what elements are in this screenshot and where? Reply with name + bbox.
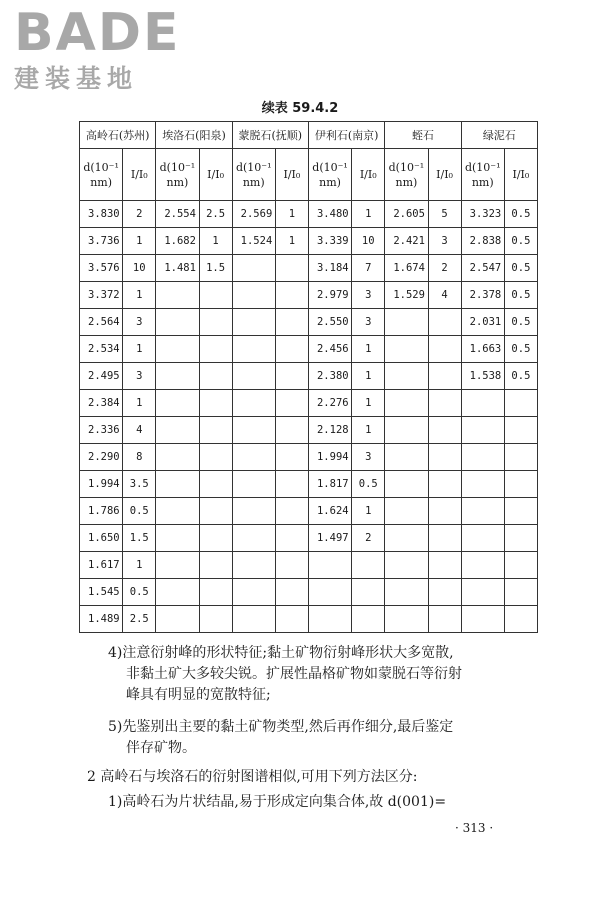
table-row	[80, 525, 538, 552]
intensity-cell	[275, 552, 308, 579]
d-spacing-header: d(10⁻¹ nm)	[156, 149, 199, 201]
d-spacing-cell	[232, 606, 275, 633]
section-2-heading: 2 高岭石与埃洛石的衍射图谱相似,可用下列方法区分:	[87, 769, 418, 785]
d-spacing-cell	[385, 363, 428, 390]
d-spacing-cell: 2.569	[232, 201, 275, 228]
d-spacing-cell: 2.336	[80, 417, 123, 444]
d-spacing-cell: 3.323	[461, 201, 504, 228]
d-spacing-cell	[232, 444, 275, 471]
intensity-cell: 3	[352, 444, 385, 471]
d-spacing-cell: 3.830	[80, 201, 123, 228]
intensity-cell: 1	[352, 363, 385, 390]
intensity-cell	[199, 579, 232, 606]
intensity-cell: 0.5	[504, 201, 537, 228]
d-spacing-cell	[461, 525, 504, 552]
d-spacing-cell: 3.480	[308, 201, 351, 228]
intensity-cell: 2.5	[199, 201, 232, 228]
intensity-cell	[504, 525, 537, 552]
d-spacing-header: d(10⁻¹ nm)	[385, 149, 428, 201]
intensity-cell	[199, 390, 232, 417]
d-spacing-cell: 2.031	[461, 309, 504, 336]
d-spacing-cell	[461, 390, 504, 417]
intensity-cell	[199, 606, 232, 633]
intensity-cell	[275, 471, 308, 498]
d-spacing-cell	[385, 606, 428, 633]
intensity-cell	[199, 417, 232, 444]
intensity-cell: 3.5	[123, 471, 156, 498]
intensity-cell	[504, 417, 537, 444]
d-spacing-cell	[156, 417, 199, 444]
d-spacing-cell	[385, 579, 428, 606]
intensity-cell	[504, 552, 537, 579]
d-spacing-cell: 1.674	[385, 255, 428, 282]
intensity-cell: 2	[428, 255, 461, 282]
d-spacing-cell	[461, 471, 504, 498]
intensity-cell	[352, 552, 385, 579]
diffraction-table	[79, 121, 538, 633]
intensity-cell	[275, 498, 308, 525]
d-spacing-header: d(10⁻¹ nm)	[232, 149, 275, 201]
mineral-header: 埃洛石(阳泉)	[156, 122, 232, 149]
d-spacing-cell	[156, 363, 199, 390]
d-spacing-cell: 2.564	[80, 309, 123, 336]
d-spacing-cell	[232, 417, 275, 444]
d-spacing-cell	[156, 336, 199, 363]
d-spacing-cell: 1.786	[80, 498, 123, 525]
intensity-cell	[504, 606, 537, 633]
mineral-header-row	[80, 122, 538, 149]
d-spacing-cell: 2.838	[461, 228, 504, 255]
intensity-cell: 8	[123, 444, 156, 471]
intensity-header: I/I₀	[123, 149, 156, 201]
table-row	[80, 363, 538, 390]
d-spacing-cell	[232, 390, 275, 417]
d-spacing-cell: 2.495	[80, 363, 123, 390]
note-item-5-line: 5)先鉴别出主要的黏土矿物类型,然后再作细分,最后鉴定	[108, 719, 454, 735]
d-spacing-cell	[385, 417, 428, 444]
intensity-cell	[275, 282, 308, 309]
note-item-5-line: 伴存矿物。	[126, 740, 196, 756]
intensity-cell	[199, 444, 232, 471]
d-spacing-cell	[156, 525, 199, 552]
intensity-cell: 0.5	[352, 471, 385, 498]
d-spacing-cell: 3.184	[308, 255, 351, 282]
table-row	[80, 579, 538, 606]
intensity-header: I/I₀	[504, 149, 537, 201]
intensity-cell	[504, 444, 537, 471]
intensity-cell: 1	[123, 552, 156, 579]
d-spacing-cell: 2.534	[80, 336, 123, 363]
intensity-cell	[275, 363, 308, 390]
intensity-cell	[428, 525, 461, 552]
table-row	[80, 336, 538, 363]
page-number: · 313 ·	[455, 821, 494, 835]
d-spacing-header: d(10⁻¹ nm)	[80, 149, 123, 201]
d-spacing-cell: 2.384	[80, 390, 123, 417]
d-spacing-cell: 1.682	[156, 228, 199, 255]
d-spacing-cell	[385, 390, 428, 417]
d-spacing-cell: 2.547	[461, 255, 504, 282]
table-row	[80, 309, 538, 336]
d-spacing-cell	[156, 606, 199, 633]
d-spacing-cell	[461, 444, 504, 471]
intensity-cell: 3	[352, 309, 385, 336]
watermark-brand: BADE	[14, 3, 181, 63]
d-spacing-cell	[461, 552, 504, 579]
mineral-header: 蒙脱石(抚顺)	[232, 122, 308, 149]
d-spacing-cell	[156, 471, 199, 498]
intensity-cell: 7	[352, 255, 385, 282]
intensity-cell: 0.5	[504, 309, 537, 336]
d-spacing-cell	[156, 444, 199, 471]
intensity-cell	[199, 471, 232, 498]
d-spacing-cell	[232, 282, 275, 309]
d-spacing-cell: 1.994	[308, 444, 351, 471]
table-row	[80, 498, 538, 525]
d-spacing-cell	[308, 579, 351, 606]
d-spacing-cell: 1.481	[156, 255, 199, 282]
intensity-cell: 1	[352, 336, 385, 363]
intensity-cell: 2	[123, 201, 156, 228]
note-item-5	[108, 717, 548, 759]
watermark-subtitle: 建装基地	[14, 64, 139, 93]
d-spacing-cell: 3.736	[80, 228, 123, 255]
d-spacing-cell	[385, 498, 428, 525]
intensity-cell	[428, 606, 461, 633]
d-spacing-cell: 3.576	[80, 255, 123, 282]
intensity-cell	[428, 363, 461, 390]
d-spacing-header: d(10⁻¹ nm)	[461, 149, 504, 201]
intensity-cell	[428, 336, 461, 363]
d-spacing-cell	[156, 552, 199, 579]
intensity-cell: 0.5	[504, 363, 537, 390]
intensity-cell	[428, 309, 461, 336]
intensity-cell	[428, 444, 461, 471]
d-spacing-cell	[156, 498, 199, 525]
mineral-header: 蛭石	[385, 122, 461, 149]
d-spacing-cell	[385, 471, 428, 498]
d-spacing-cell: 1.497	[308, 525, 351, 552]
d-spacing-cell	[308, 552, 351, 579]
d-spacing-cell: 2.550	[308, 309, 351, 336]
intensity-cell	[504, 579, 537, 606]
intensity-cell	[275, 579, 308, 606]
d-spacing-cell	[385, 525, 428, 552]
method-item-1: 1)高岭石为片状结晶,易于形成定向集合体,故 d(001)=	[108, 794, 447, 810]
intensity-cell: 3	[123, 363, 156, 390]
mineral-header: 绿泥石	[461, 122, 537, 149]
d-spacing-header: d(10⁻¹ nm)	[308, 149, 351, 201]
d-spacing-cell: 2.421	[385, 228, 428, 255]
d-spacing-cell: 1.529	[385, 282, 428, 309]
note-item-4-line: 非黏土矿大多较尖锐。扩展性晶格矿物如蒙脱石等衍射	[126, 666, 462, 682]
intensity-cell	[199, 336, 232, 363]
table-row	[80, 471, 538, 498]
intensity-cell	[428, 498, 461, 525]
d-spacing-cell	[461, 417, 504, 444]
d-spacing-cell	[308, 606, 351, 633]
watermark-logo	[14, 3, 184, 94]
intensity-cell	[275, 390, 308, 417]
intensity-cell	[428, 417, 461, 444]
intensity-cell	[428, 579, 461, 606]
d-spacing-cell	[232, 552, 275, 579]
intensity-cell: 4	[428, 282, 461, 309]
intensity-cell	[504, 498, 537, 525]
intensity-cell: 1	[199, 228, 232, 255]
d-spacing-cell: 1.624	[308, 498, 351, 525]
note-item-4-line: 4)注意衍射峰的形状特征;黏土矿物衍射峰形状大多宽散,	[108, 645, 454, 661]
intensity-cell	[199, 363, 232, 390]
intensity-cell: 1	[352, 201, 385, 228]
intensity-cell: 1	[123, 282, 156, 309]
intensity-cell: 1	[123, 336, 156, 363]
intensity-cell: 0.5	[504, 228, 537, 255]
intensity-cell	[275, 336, 308, 363]
intensity-cell: 3	[352, 282, 385, 309]
intensity-cell: 1.5	[199, 255, 232, 282]
table-row	[80, 552, 538, 579]
intensity-cell: 0.5	[123, 498, 156, 525]
d-spacing-cell: 2.456	[308, 336, 351, 363]
intensity-header: I/I₀	[428, 149, 461, 201]
intensity-cell: 0.5	[504, 282, 537, 309]
intensity-cell: 4	[123, 417, 156, 444]
intensity-cell	[199, 525, 232, 552]
intensity-cell: 1	[275, 228, 308, 255]
intensity-cell: 1	[123, 228, 156, 255]
table-caption: 续表 59.4.2	[261, 101, 339, 116]
d-spacing-cell: 1.650	[80, 525, 123, 552]
d-spacing-cell	[461, 579, 504, 606]
d-spacing-cell	[461, 606, 504, 633]
d-spacing-cell	[232, 255, 275, 282]
table-row	[80, 282, 538, 309]
d-spacing-cell	[385, 552, 428, 579]
intensity-cell: 2	[352, 525, 385, 552]
table-row	[80, 228, 538, 255]
d-spacing-cell	[156, 282, 199, 309]
d-spacing-cell: 1.817	[308, 471, 351, 498]
d-spacing-cell: 3.339	[308, 228, 351, 255]
d-spacing-cell	[232, 363, 275, 390]
d-spacing-cell	[232, 471, 275, 498]
intensity-cell	[428, 471, 461, 498]
intensity-cell	[199, 282, 232, 309]
intensity-cell: 2.5	[123, 606, 156, 633]
intensity-header: I/I₀	[352, 149, 385, 201]
intensity-cell: 3	[428, 228, 461, 255]
intensity-cell	[504, 471, 537, 498]
intensity-cell: 10	[123, 255, 156, 282]
d-spacing-cell	[232, 498, 275, 525]
table-row	[80, 444, 538, 471]
intensity-cell: 0.5	[123, 579, 156, 606]
intensity-cell	[275, 309, 308, 336]
d-spacing-cell: 2.979	[308, 282, 351, 309]
intensity-cell: 1	[275, 201, 308, 228]
intensity-cell	[275, 606, 308, 633]
d-spacing-cell	[156, 309, 199, 336]
mineral-header: 伊利石(南京)	[308, 122, 384, 149]
d-spacing-cell: 2.605	[385, 201, 428, 228]
mineral-header: 高岭石(苏州)	[80, 122, 156, 149]
d-spacing-cell: 1.617	[80, 552, 123, 579]
intensity-cell	[199, 309, 232, 336]
note-item-4	[108, 643, 548, 706]
intensity-cell: 1	[352, 498, 385, 525]
d-spacing-cell: 1.545	[80, 579, 123, 606]
intensity-header: I/I₀	[275, 149, 308, 201]
intensity-cell	[352, 606, 385, 633]
intensity-cell: 5	[428, 201, 461, 228]
d-spacing-cell	[232, 525, 275, 552]
d-spacing-cell: 2.554	[156, 201, 199, 228]
d-spacing-cell: 2.128	[308, 417, 351, 444]
intensity-cell: 10	[352, 228, 385, 255]
d-spacing-cell: 2.276	[308, 390, 351, 417]
d-spacing-cell	[232, 579, 275, 606]
note-item-4-line: 峰具有明显的宽散特征;	[126, 687, 271, 703]
d-spacing-cell: 1.994	[80, 471, 123, 498]
d-spacing-cell: 1.663	[461, 336, 504, 363]
d-spacing-cell	[385, 444, 428, 471]
intensity-cell: 1	[352, 390, 385, 417]
intensity-cell	[275, 444, 308, 471]
d-spacing-cell: 1.489	[80, 606, 123, 633]
intensity-cell	[275, 255, 308, 282]
d-spacing-cell: 1.524	[232, 228, 275, 255]
table-row	[80, 201, 538, 228]
d-spacing-cell	[232, 336, 275, 363]
intensity-cell: 1	[123, 390, 156, 417]
d-spacing-cell: 1.538	[461, 363, 504, 390]
d-spacing-cell	[232, 309, 275, 336]
intensity-cell	[428, 390, 461, 417]
d-spacing-cell: 2.290	[80, 444, 123, 471]
d-spacing-cell	[461, 498, 504, 525]
intensity-cell	[275, 417, 308, 444]
d-spacing-cell	[156, 390, 199, 417]
intensity-cell	[275, 525, 308, 552]
intensity-header: I/I₀	[199, 149, 232, 201]
intensity-cell: 0.5	[504, 255, 537, 282]
d-spacing-cell	[385, 336, 428, 363]
intensity-cell	[504, 390, 537, 417]
d-spacing-cell	[385, 309, 428, 336]
intensity-cell: 3	[123, 309, 156, 336]
intensity-cell	[199, 552, 232, 579]
d-spacing-cell: 2.378	[461, 282, 504, 309]
d-spacing-cell: 2.380	[308, 363, 351, 390]
table-row	[80, 390, 538, 417]
d-spacing-cell: 3.372	[80, 282, 123, 309]
intensity-cell	[428, 552, 461, 579]
intensity-cell	[352, 579, 385, 606]
intensity-cell: 0.5	[504, 336, 537, 363]
table-row	[80, 606, 538, 633]
table-row	[80, 417, 538, 444]
intensity-cell: 1	[352, 417, 385, 444]
intensity-cell	[199, 498, 232, 525]
intensity-cell: 1.5	[123, 525, 156, 552]
unit-header-row	[80, 149, 538, 201]
d-spacing-cell	[156, 579, 199, 606]
table-row	[80, 255, 538, 282]
